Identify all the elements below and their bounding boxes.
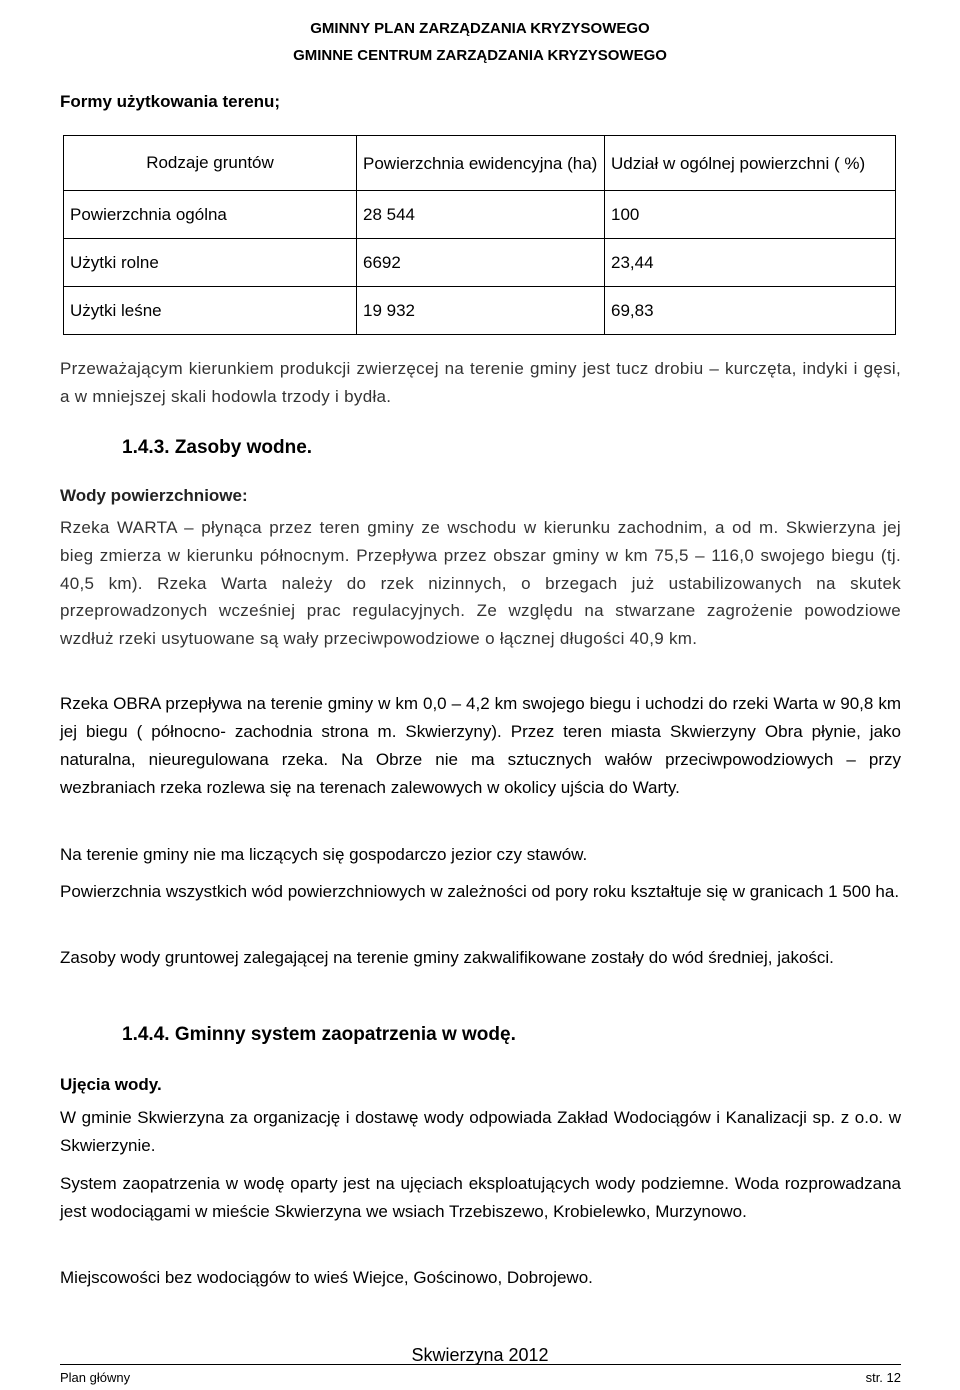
- section-heading-water-resources: 1.4.3. Zasoby wodne.: [122, 437, 313, 458]
- table-cell: Użytki leśne: [64, 287, 357, 335]
- column-header-share: Udział w ogólnej powierzchni ( %): [605, 136, 896, 191]
- header-line-2: GMINNE CENTRUM ZARZĄDZANIA KRYZYSOWEGO: [293, 47, 667, 64]
- lakes-paragraph: Na terenie gminy nie ma liczących się gospodarczo jezior czy stawów.: [60, 845, 588, 864]
- table-row: [64, 287, 896, 335]
- obra-paragraph: Rzeka OBRA przepływa na terenie gminy w km 0,0 – 4,2 km swojego biegu i uchodzi do rzeki Warta w 90,8 km jej biegu ( północno- zachodnia strona m. Skwierzyny). Przez teren miasta Skwierzyny Obra płynie, jako naturalna, nieuregulowana rzeka. Na Obrze nie ma sztucznych wałów przeciwpowodziowych – przy wezbraniach rzeka rozlewa się na terenach zalewowych w okolicy ujścia do Warty.: [60, 694, 901, 797]
- no-water-paragraph: Miejscowości bez wodociągów to wieś Wiejce, Gościnowo, Dobrojewo.: [60, 1268, 593, 1287]
- operator-paragraph: W gminie Skwierzyna za organizację i dostawę wody odpowiada Zakład Wodociągów i Kanalizacji sp. z o.o. w Skwierzynie.: [60, 1108, 901, 1155]
- table-row: [64, 239, 896, 287]
- column-header-area: Powierzchnia ewidencyjna (ha): [357, 136, 605, 191]
- water-intakes-label: Ujęcia wody.: [60, 1075, 162, 1094]
- livestock-paragraph: Przeważającym kierunkiem produkcji zwierzęcej na terenie gminy jest tucz drobiu – kurczęta, indyki i gęsi, a w mniejszej skali hodowla trzody i bydła.: [60, 359, 901, 406]
- table-cell: 69,83: [605, 287, 896, 335]
- table-cell: 19 932: [357, 287, 605, 335]
- footer-center-text: Skwierzyna 2012: [411, 1345, 549, 1365]
- groundwater-paragraph: Zasoby wody gruntowej zalegającej na terenie gminy zakwalifikowane zostały do wód średniej, jakości.: [60, 948, 834, 967]
- column-header-type: Rodzaje gruntów: [64, 136, 357, 191]
- land-use-table: [63, 135, 896, 335]
- table-cell: 23,44: [605, 239, 896, 287]
- table-cell: 100: [605, 191, 896, 239]
- supply-system-paragraph: System zaopatrzenia w wodę oparty jest na ujęciach eksploatujących wody podziemne. Woda rozprowadzana jest wodociągami w mieście Skwierzyna we wsiach Trzebiszewo, Krobielewko, Murzynowo.: [60, 1174, 901, 1221]
- land-use-title: Formy użytkowania terenu;: [60, 92, 281, 111]
- table-header-row: [64, 136, 896, 191]
- surface-area-paragraph: Powierzchnia wszystkich wód powierzchniowych w zależności od pory roku kształtuje się w granicach 1 500 ha.: [60, 882, 900, 901]
- footer-divider: [60, 1364, 901, 1365]
- table-row: [64, 191, 896, 239]
- warta-paragraph: Rzeka WARTA – płynąca przez teren gminy ze wschodu w kierunku zachodnim, a od m. Skwierzyna jej bieg zmierza w kierunku północnym. Przepływa przez obszar gminy w km 75,5 – 116,0 swojego biegu (tj. 40,5 km). Rzeka Warta należy do rzek nizinnych, o brzegach już ustabilizowanych na skutek przeprowadzonych wcześniej prac regulacyjnych. Ze względu na stwarzane zagrożenie powodziowe wzdłuż rzeki usytuowane są wały przeciwpowodziowe o łącznej długości 40,9 km.: [60, 518, 901, 649]
- page-number: str. 12: [865, 1370, 901, 1385]
- surface-waters-label: Wody powierzchniowe:: [60, 486, 248, 505]
- table-cell: Użytki rolne: [64, 239, 357, 287]
- section-heading-water-supply: 1.4.4. Gminny system zaopatrzenia w wodę.: [122, 1024, 516, 1045]
- table-cell: Powierzchnia ogólna: [64, 191, 357, 239]
- table-cell: 6692: [357, 239, 605, 287]
- table-cell: 28 544: [357, 191, 605, 239]
- header-line-1: GMINNY PLAN ZARZĄDZANIA KRYZYSOWEGO: [310, 20, 650, 37]
- footer-left-text: Plan główny: [60, 1370, 131, 1385]
